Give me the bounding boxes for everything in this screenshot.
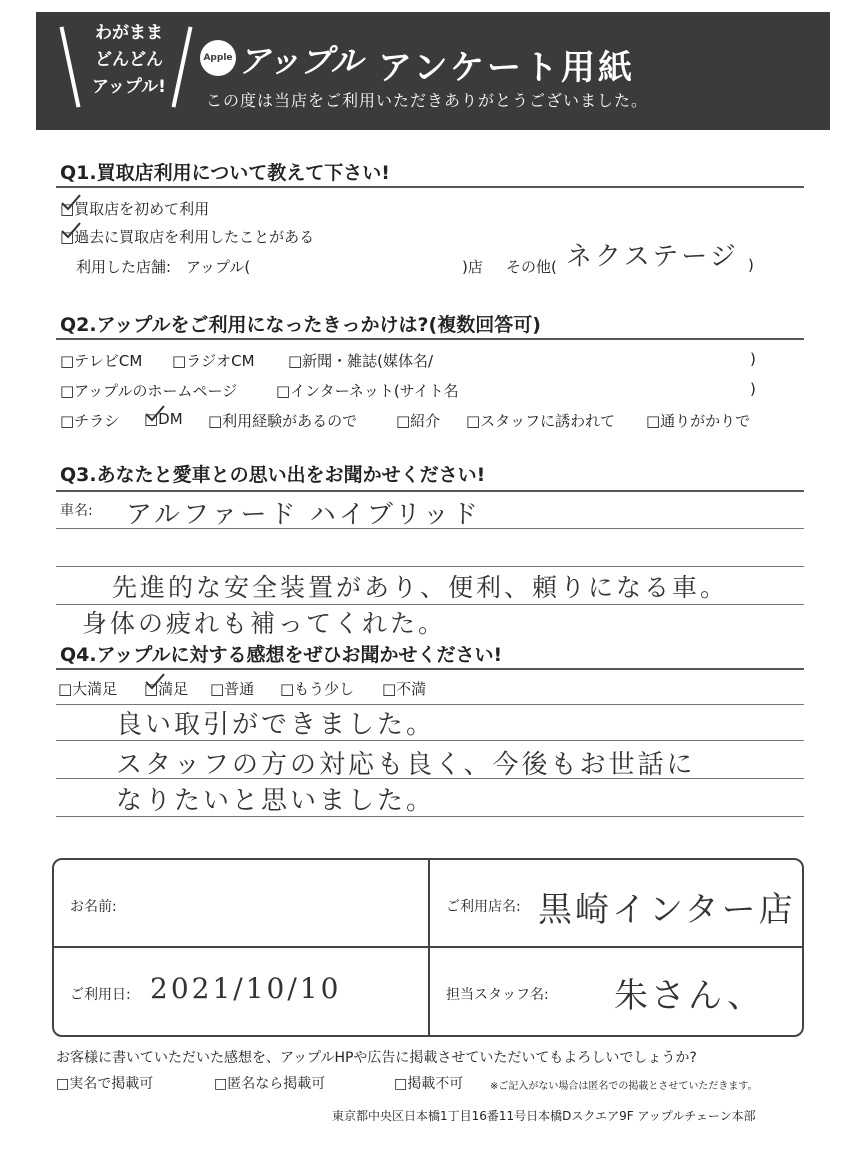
page-subtitle: この度は当店をご利用いただきありがとうございました。 — [206, 91, 649, 110]
customer-info-box — [52, 858, 804, 1037]
slogan-line-1: わがまま — [95, 23, 163, 43]
q2-divider — [56, 338, 804, 340]
slogan — [84, 20, 174, 101]
q3-divider — [56, 490, 804, 492]
name-label: お名前: — [70, 899, 117, 915]
q2-option-flyer[interactable]: □チラシ — [60, 412, 120, 430]
q3-car-label: 車名: — [60, 503, 93, 519]
q3-line — [56, 566, 804, 567]
q2-option-staff[interactable]: □スタッフに誘われて — [466, 412, 616, 430]
q2-option-dm[interactable]: □DM — [144, 410, 183, 428]
q4-option-dissatisfied[interactable]: □不満 — [382, 680, 427, 698]
consent-note: ※ご記入がない場合は匿名での掲載とさせていただきます。 — [490, 1081, 758, 1092]
staff-name-value: 朱さん、 — [614, 976, 765, 1016]
q4-title: Q4.アップルに対する感想をぜひお聞かせください! — [60, 644, 503, 666]
check-mark-icon — [144, 672, 166, 690]
q1-store-label: 利用した店舗: アップル( — [76, 258, 251, 276]
check-mark-icon — [60, 193, 82, 211]
apple-logo-icon: Apple — [200, 40, 236, 76]
q2-row2-end: ) — [750, 380, 756, 398]
q4-comment-line-2: スタッフの方の対応も良く、今後もお世話に — [116, 750, 696, 780]
q1-title: Q1.買取店利用について教えて下さい! — [60, 162, 390, 184]
q1-other-suffix: ) — [748, 256, 754, 274]
q4-option-very-satisfied[interactable]: □大満足 — [58, 680, 118, 698]
check-mark-icon — [60, 221, 82, 239]
consent-question: お客様に書いていただいた感想を、アップルHPや広告に掲載させていただいてもよろしいでしょうか? — [56, 1050, 697, 1066]
q2-option-experience[interactable]: □利用経験があるので — [208, 412, 358, 430]
q4-divider — [56, 668, 804, 670]
q1-other-label: その他( — [506, 258, 557, 276]
check-mark-icon — [144, 404, 166, 422]
q3-title: Q3.あなたと愛車との思い出をお聞かせください! — [60, 464, 486, 486]
q3-memory-line-2: 身体の疲れも補ってくれた。 — [82, 609, 447, 638]
q2-title: Q2.アップルをご利用になったきっかけは?(複数回答可) — [60, 314, 541, 336]
q1-divider — [56, 186, 804, 188]
page-title: アンケート用紙 — [378, 48, 635, 88]
box-divider-horizontal — [54, 946, 802, 948]
q1-store-suffix: )店 — [462, 258, 483, 276]
visit-date-value: 2021/10/10 — [150, 972, 342, 1005]
consent-option-anonymous[interactable]: □匿名なら掲載可 — [214, 1076, 326, 1092]
store-name-value: 黒崎インター店 — [538, 890, 796, 930]
q2-option-radio[interactable]: □ラジオCM — [172, 352, 255, 370]
q4-line — [56, 740, 804, 741]
q4-comment-line-1: 良い取引ができました。 — [116, 710, 436, 740]
q2-option-passing[interactable]: □通りがかりで — [646, 412, 751, 430]
q4-comment-line-3: なりたいと思いました。 — [116, 786, 436, 816]
q4-option-satisfied[interactable]: □満足 — [144, 680, 189, 698]
consent-option-decline[interactable]: □掲載不可 — [394, 1076, 464, 1092]
brand-name: アップル — [238, 42, 363, 80]
q2-option-tv[interactable]: □テレビCM — [60, 352, 143, 370]
q2-option-homepage[interactable]: □アップルのホームページ — [60, 382, 238, 400]
q2-option-newspaper[interactable]: □新聞・雑誌(媒体名/ — [288, 352, 434, 370]
visit-date-label: ご利用日: — [70, 987, 131, 1003]
q4-line — [56, 778, 804, 779]
slogan-line-3: アップル! — [92, 77, 166, 97]
q4-line — [56, 816, 804, 817]
q3-memory-line-1: 先進的な安全装置があり、便利、頼りになる車。 — [112, 573, 729, 602]
store-name-label: ご利用店名: — [446, 899, 521, 915]
q1-other-value: ネクステージ — [566, 242, 739, 272]
footer-address: 東京都中央区日本橋1丁目16番11号日本橋Dスクエア9F アップルチェーン本部 — [332, 1109, 756, 1123]
q1-option-used-before[interactable]: □過去に買取店を利用したことがある — [60, 228, 315, 246]
q2-option-internet[interactable]: □インターネット(サイト名 — [276, 382, 459, 400]
q4-option-more[interactable]: □もう少し — [280, 680, 355, 698]
q3-car-value: アルファード ハイブリッド — [126, 500, 481, 530]
staff-name-label: 担当スタッフ名: — [446, 987, 549, 1003]
q4-option-average[interactable]: □普通 — [210, 680, 255, 698]
q2-row1-end: ) — [750, 350, 756, 368]
q2-option-referral[interactable]: □紹介 — [396, 412, 441, 430]
q3-line — [56, 528, 804, 529]
q1-option-first-time[interactable]: □買取店を初めて利用 — [60, 200, 210, 218]
consent-option-real-name[interactable]: □実名で掲載可 — [56, 1076, 154, 1092]
slogan-line-2: どんどん — [95, 50, 163, 70]
